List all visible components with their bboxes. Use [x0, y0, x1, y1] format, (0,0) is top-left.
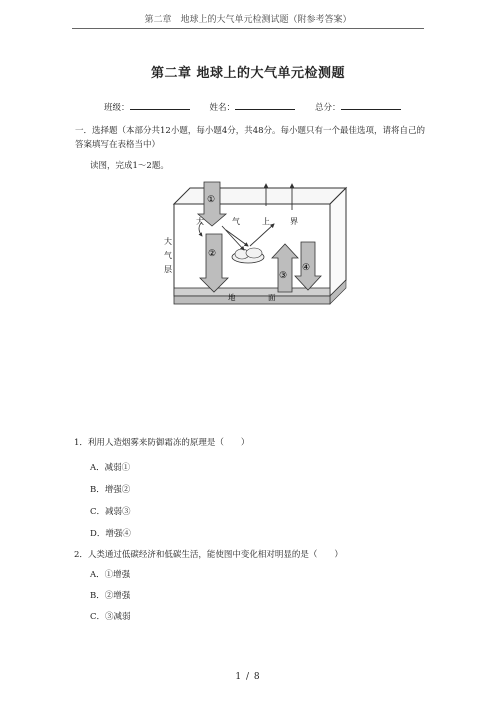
atmosphere-figure	[150, 180, 355, 314]
header-rule	[72, 28, 424, 29]
name-label: 姓名：	[209, 103, 236, 113]
class-label: 班级：	[104, 103, 130, 113]
marker-1: ①	[207, 195, 216, 205]
class-blank[interactable]	[130, 101, 190, 110]
q1-option-d[interactable]: D．增强④	[90, 529, 131, 539]
side-label-1: 大	[164, 237, 172, 246]
ground-label-2: 面	[268, 293, 276, 302]
question-1-stem: 1．利用人造烟雾来防御霜冻的原理是（ ）	[74, 438, 250, 448]
marker-4: ④	[302, 263, 311, 273]
top-label-2: 气	[232, 217, 240, 226]
cloud-puff-2	[246, 248, 262, 258]
score-blank[interactable]	[341, 101, 401, 110]
student-info-row	[104, 101, 421, 113]
atmosphere-diagram	[150, 180, 355, 310]
q2-option-b[interactable]: B．②增强	[90, 591, 131, 601]
q1-option-a[interactable]: A．减弱①	[90, 463, 131, 473]
page-title: 第二章 地球上的大气单元检测题	[150, 66, 346, 81]
running-header: 第二章 地球上的大气单元检测试题（附参考答案）	[144, 15, 352, 25]
section-heading: 一．选择题（本部分共12小题，每小题4分，共48分。每小题只有一个最佳选项，请将自己的答案填写在表格当中）	[75, 126, 426, 150]
figure-lead: 读图，完成1～2题。	[90, 161, 169, 171]
q1-option-c[interactable]: C．减弱③	[90, 507, 131, 517]
box-top-face	[174, 188, 346, 204]
page-number: 1 / 8	[235, 672, 261, 682]
side-label-3: 层	[164, 265, 172, 274]
top-label-3: 上	[262, 217, 270, 226]
top-label-1: 大	[196, 217, 204, 226]
side-label-2: 气	[164, 251, 172, 260]
ground-band	[174, 288, 330, 296]
name-blank[interactable]	[235, 101, 295, 110]
score-label: 总分：	[315, 103, 341, 113]
q1-option-b[interactable]: B．增强②	[90, 485, 131, 495]
ground-label-1: 地	[228, 293, 236, 302]
marker-2: ②	[208, 249, 217, 259]
q2-option-c[interactable]: C．③减弱	[90, 612, 131, 622]
box-side-face	[330, 188, 346, 296]
top-label-4: 界	[290, 217, 298, 226]
ground-front	[174, 296, 330, 304]
question-2-stem: 2．人类通过低碳经济和低碳生活，能使图中变化相对明显的是（ ）	[74, 550, 343, 560]
q2-option-a[interactable]: A．①增强	[90, 570, 131, 580]
marker-3: ③	[279, 271, 288, 281]
